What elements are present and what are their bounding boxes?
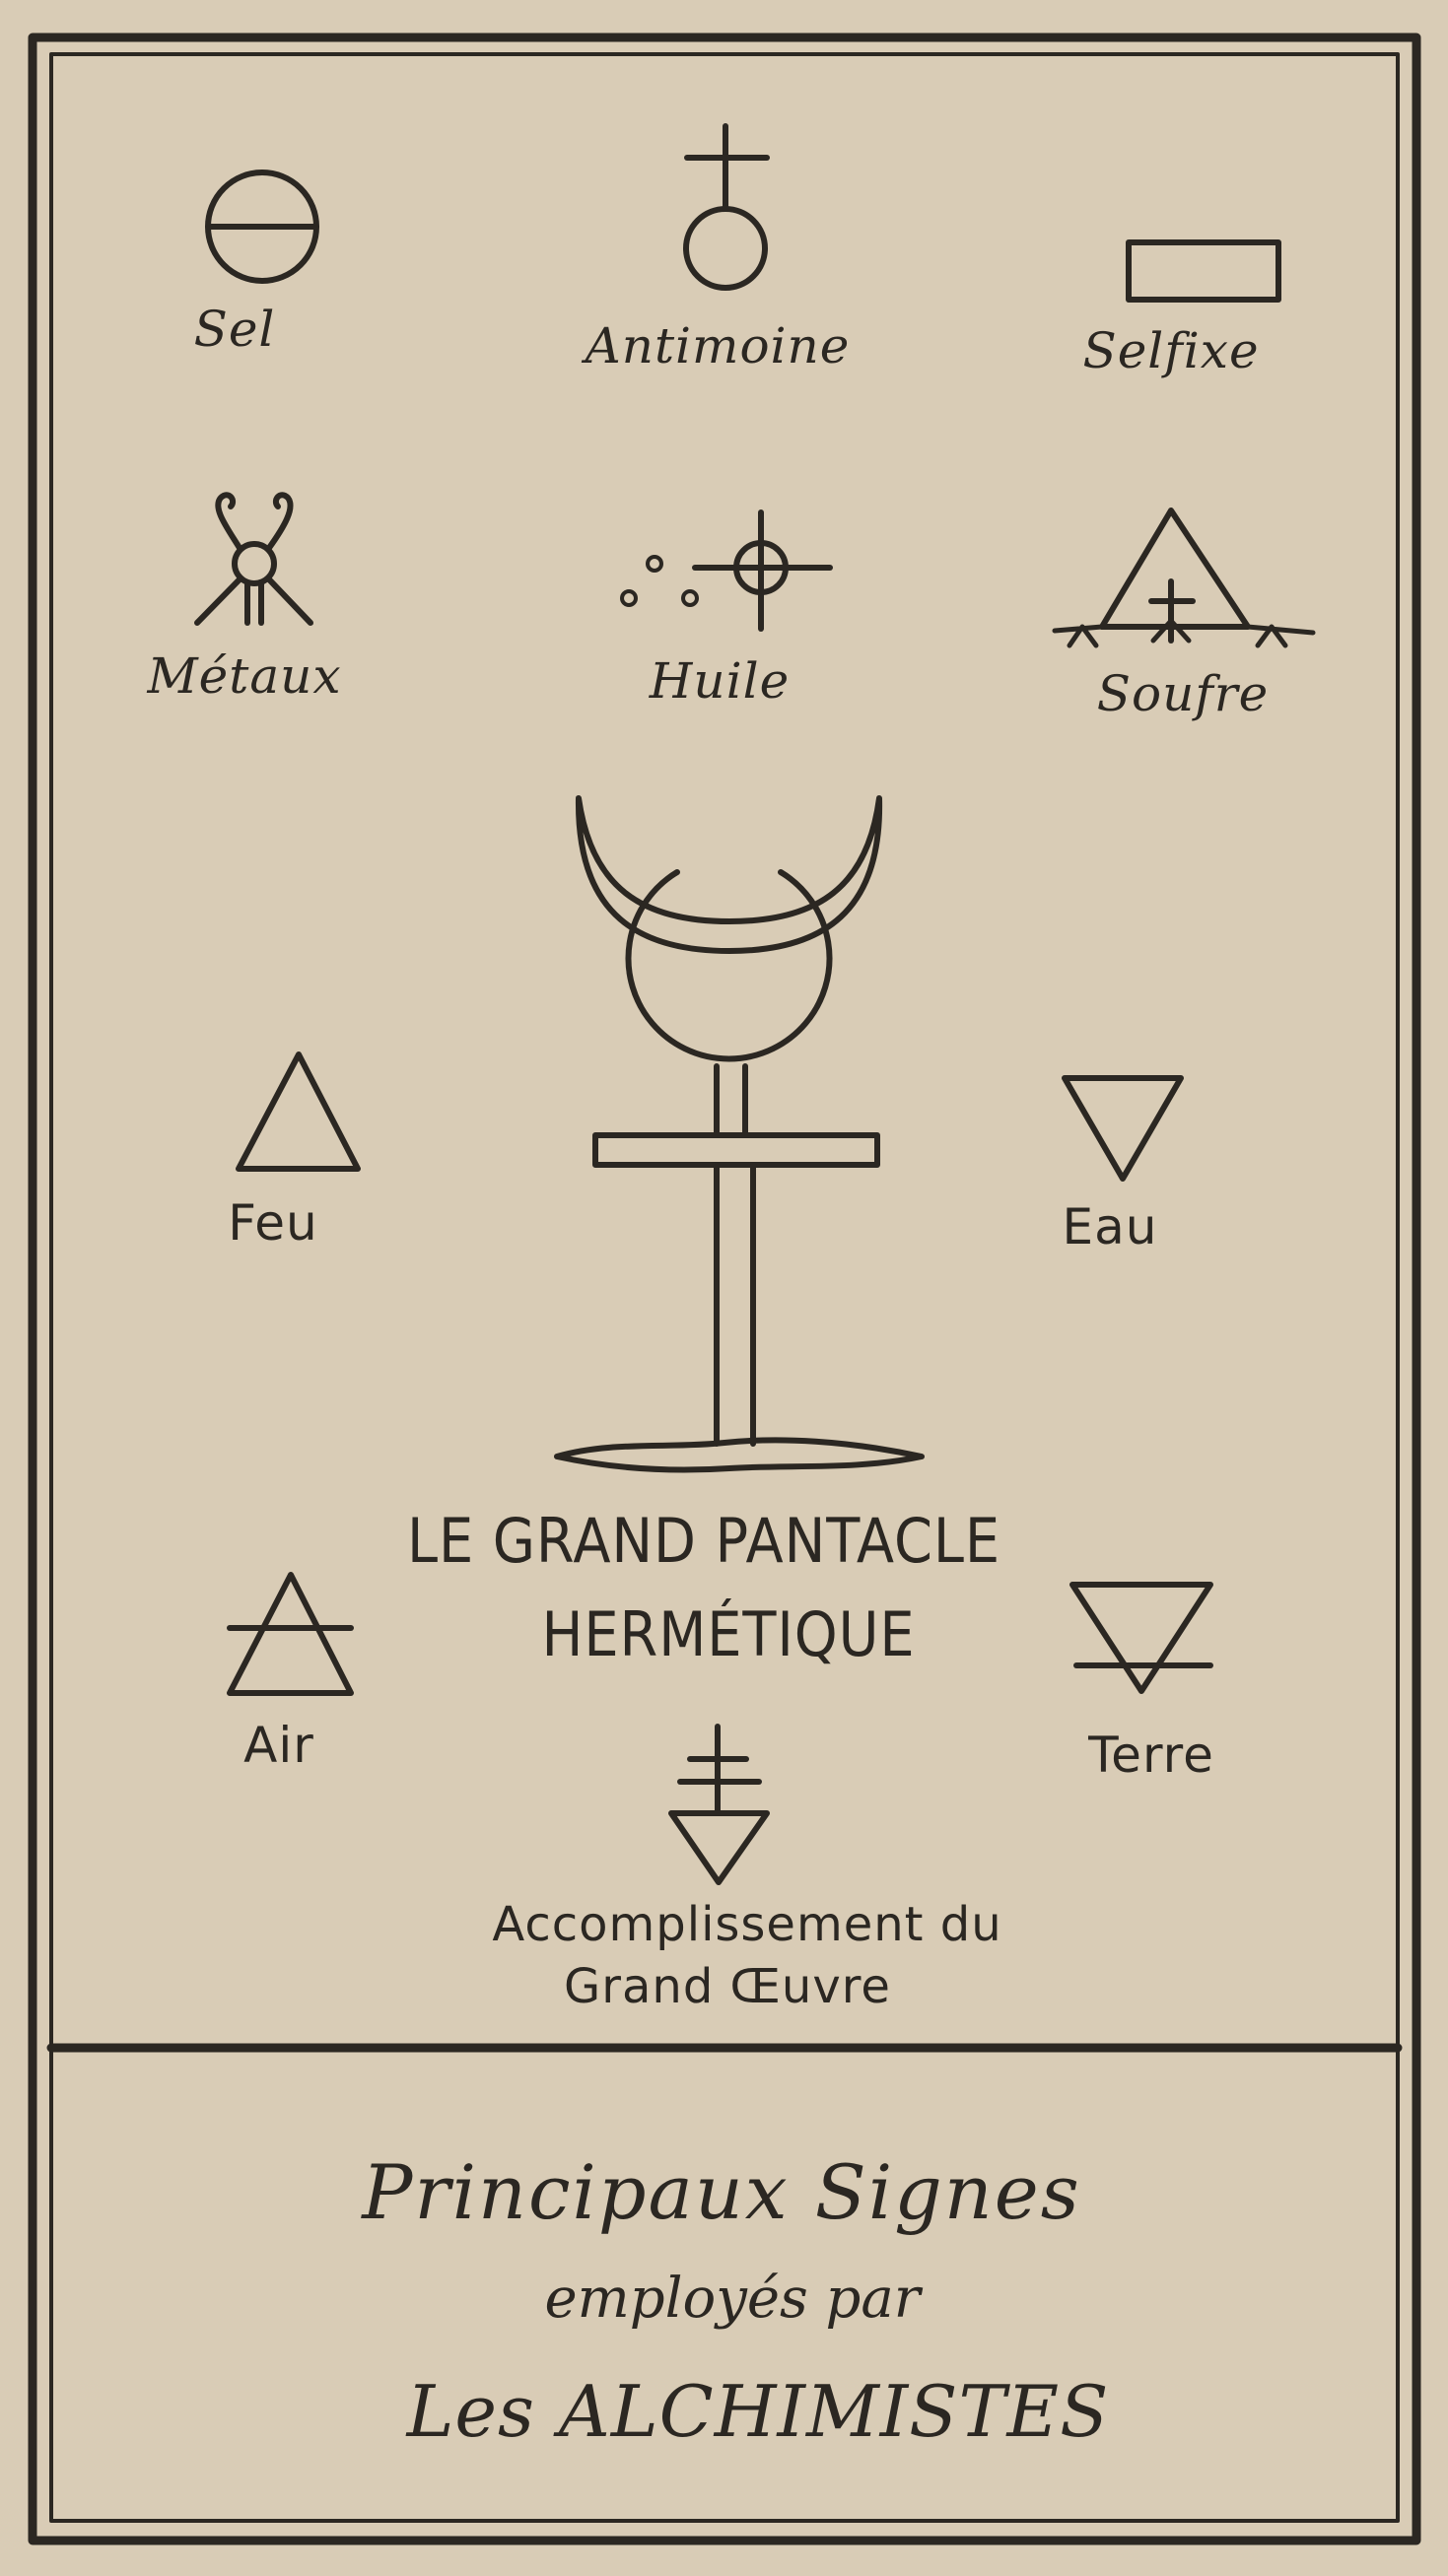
terre-icon [1072,1585,1210,1691]
accomplissement-line1: Accomplissement du [492,1897,1002,1952]
label-sel: Sel [193,301,276,358]
soufre-icon [1055,510,1313,645]
label-metaux: Métaux [147,647,342,705]
accomplissement-line2: Grand Œuvre [564,1959,891,2014]
metaux-icon [197,495,310,623]
label-eau: Eau [1062,1198,1158,1255]
pantacle-title-line2: HERMÉTIQUE [541,1598,916,1670]
label-antimoine: Antimoine [585,317,851,374]
antimoine-icon [686,126,767,288]
selfixe-icon [1129,242,1278,300]
caption-line3: Les ALCHIMISTES [406,2370,1110,2453]
caption-line2: employés par [544,2267,921,2331]
label-terre: Terre [1088,1727,1214,1784]
pantacle-icon [557,798,922,1470]
label-huile: Huile [649,652,791,710]
label-soufre: Soufre [1096,665,1270,722]
label-air: Air [243,1717,314,1774]
air-icon [230,1575,351,1693]
feu-icon [239,1054,358,1169]
huile-icon [622,512,830,629]
sel-icon [208,172,316,281]
eau-icon [1065,1078,1181,1179]
caption-line1: Principaux Signes [362,2148,1081,2236]
accomplissement-icon [671,1727,767,1882]
label-selfixe: Selfixe [1082,322,1260,379]
pantacle-title-line1: LE GRAND PANTACLE [406,1505,1001,1577]
label-feu: Feu [228,1194,318,1252]
